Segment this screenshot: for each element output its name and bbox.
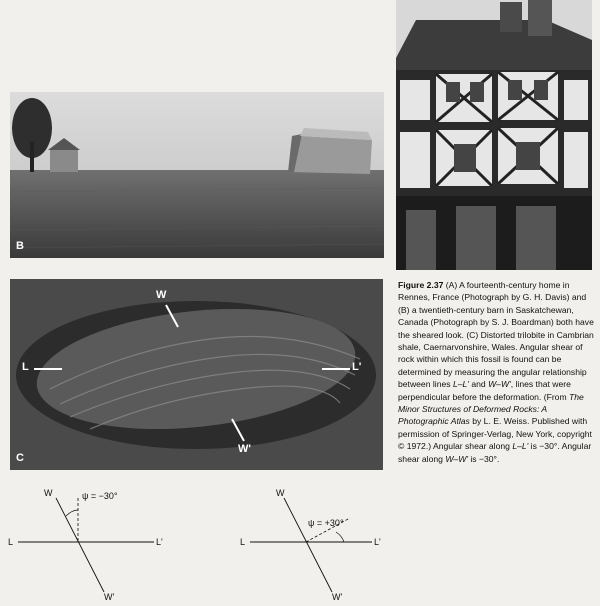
caption-ww-2: W–W' [445,453,468,464]
figure-caption [398,279,594,465]
caption-ww: W–W' [488,379,511,390]
diagram-left-w: W [44,488,53,498]
diagram-left-angle: ψ = −30° [82,491,118,501]
trilobite-label-l: L [22,361,29,373]
diagram-left-l-prime: L' [156,537,163,547]
panel-c-label: C [16,452,24,464]
diagram-right-w-prime: W' [332,592,343,602]
caption-part-6: is −30°. [467,453,500,464]
caption-part-2: and [468,379,489,390]
diagram-right-l-prime: L' [374,537,381,547]
caption-part-4: by L. E. Weiss. Published with permission of Springer-Verlag, New York, copyright © 1972.) Angular shear along [398,416,592,452]
shear-diagram-negative [0,484,175,604]
caption-book-title: The Minor Structures of Deformed Rocks: A Photographic Atlas [398,391,584,427]
diagram-right-w: W [276,488,285,498]
bleed-through-text-top [150,2,390,82]
photo-c-trilobite [10,279,383,470]
trilobite-label-w-prime: W' [238,443,251,455]
photo-b-barn [10,92,384,258]
caption-part-5: is −30°. Angular shear along [398,441,592,464]
diagram-left-l: L [8,537,14,547]
trilobite-label-w: W [156,289,167,301]
trilobite-label-l-prime: L' [352,361,362,373]
diagram-right-l: L [240,537,246,547]
caption-part-1: (A) A fourteenth-century home in Rennes, France (Photograph by G. H. Davis) and (B) a twentieth-century barn in Saskatchewan, Canada (Photograph by S. J. Boardman) both have the sheared look. (C) Distorted trilobite in Cambrian shale, Caernarvonshire, Wales. Angular shear of rock within which this fossil is found can be determined by measuring the angular relationship between lines [398,280,594,390]
diagram-left-w-prime: W' [104,592,115,602]
figure-number: Figure 2.37 [398,280,444,290]
caption-ll: L–L' [452,379,469,390]
caption-ll-2: L–L' [512,441,529,452]
bleed-through-text-bottom [380,500,595,600]
panel-b-label: B [16,240,24,252]
shear-diagram-positive [232,484,392,604]
caption-part-3: , lines that were perpendicular before the deformation. (From [398,379,571,402]
photo-a-house [396,0,592,270]
diagram-right-angle: ψ = +30° [308,518,344,528]
